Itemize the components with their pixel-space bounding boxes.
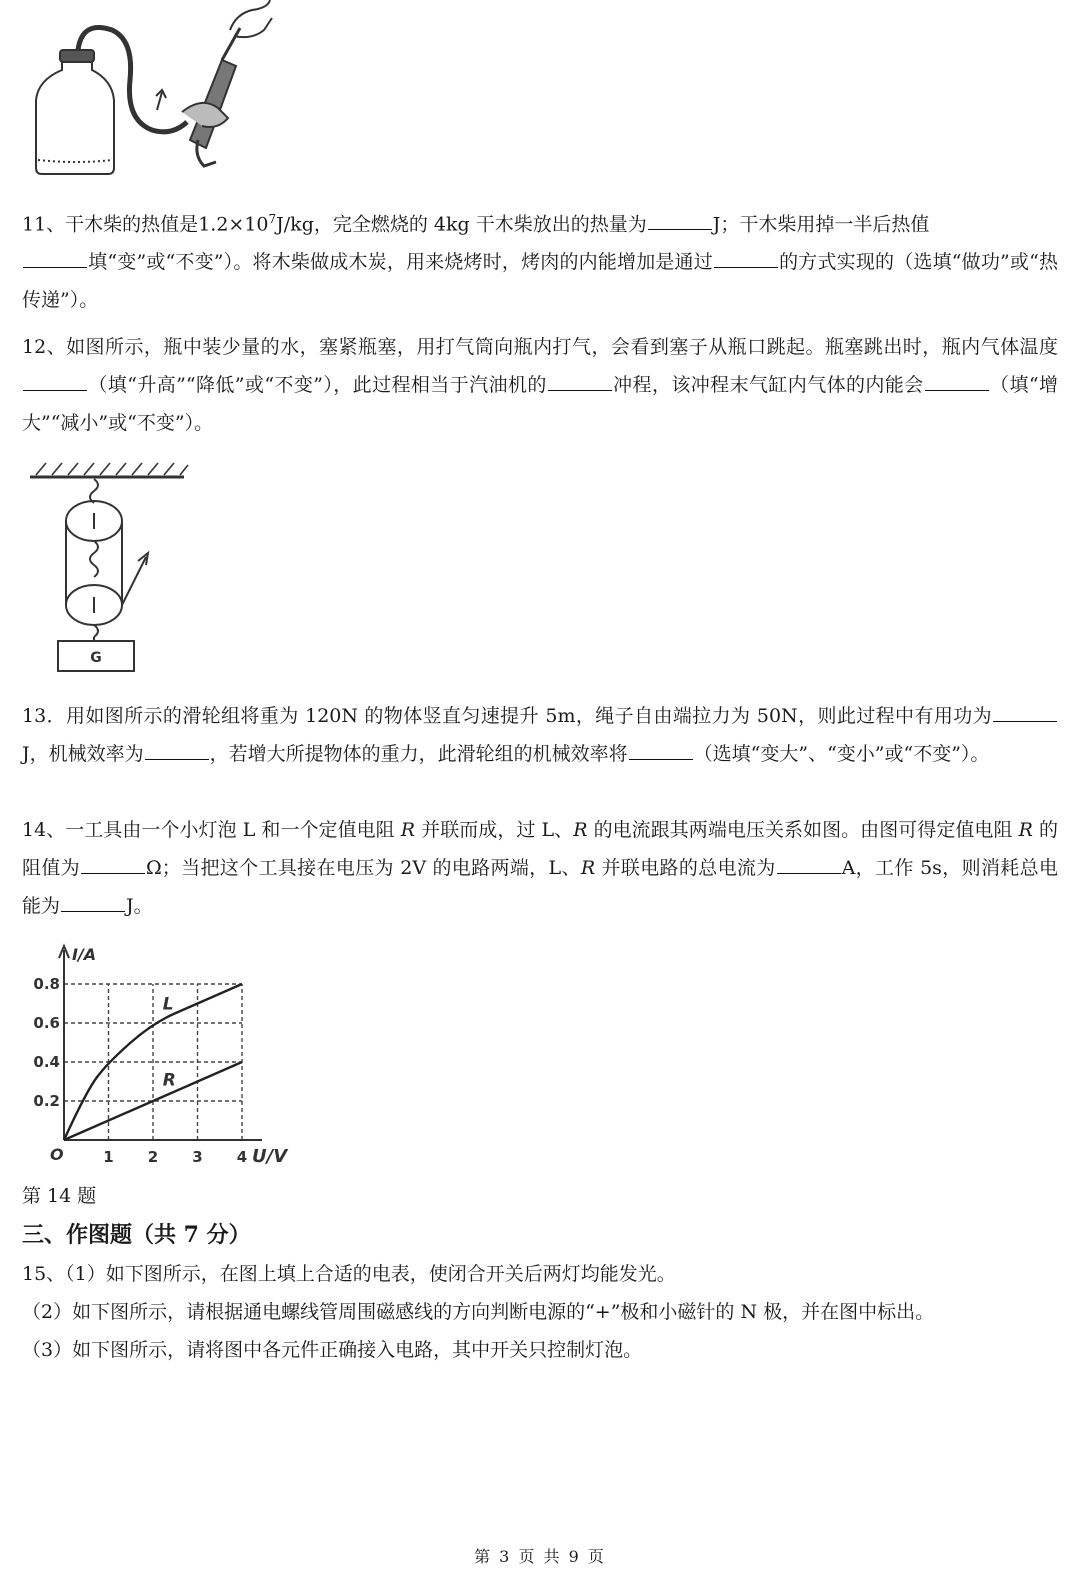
y-tick-label: 0.6 bbox=[33, 1014, 60, 1032]
q14-text-3: 的电流跟其两端电压关系如图。由图可得定值电阻 bbox=[587, 819, 1019, 841]
question-14 bbox=[22, 811, 1058, 925]
q11-heat-value: 1.2×10 bbox=[198, 213, 269, 236]
question-15-part-2: （2）如下图所示，请根据通电螺线管周围磁感线的方向判断电源的“+”极和小磁针的 N 极，并在图中标出。 bbox=[22, 1301, 935, 1323]
q12-text-2: （填“升高”“降低”或“不变”），此过程相当于汽油机的 bbox=[88, 374, 547, 396]
y-axis-label: I/A bbox=[72, 945, 97, 964]
answer-blank[interactable] bbox=[145, 758, 209, 760]
figure-caption: 第 14 题 bbox=[22, 1185, 97, 1207]
x-axis-label: U/V bbox=[252, 1146, 288, 1167]
weight-label: G bbox=[90, 650, 102, 666]
answer-blank[interactable] bbox=[23, 266, 87, 268]
q12-text-3: 冲程，该冲程末气缸内气体的内能会 bbox=[612, 374, 924, 396]
q14-text-7: A，工作 5s，则消耗总电能为 bbox=[22, 857, 1058, 917]
q13-text-2: J，机械效率为 bbox=[22, 743, 144, 765]
q14-text-5: Ω；当把这个工具接在电压为 2V 的电路两端，L、 bbox=[146, 857, 581, 879]
series-label-R: R bbox=[162, 1070, 176, 1091]
question-15-part-3: （3）如下图所示，请将图中各元件正确接入电路，其中开关只控制灯泡。 bbox=[22, 1339, 643, 1361]
x-tick-label: 2 bbox=[147, 1148, 159, 1166]
q11-unit: J/kg bbox=[276, 213, 314, 236]
question-11 bbox=[22, 200, 1058, 319]
series-label-L: L bbox=[162, 994, 174, 1015]
q12-text-1: 12、如图所示，瓶中装少量的水，塞紧瓶塞，用打气筒向瓶内打气，会看到塞子从瓶口跳起。瓶塞跳出时，瓶内气体温度 bbox=[22, 336, 1058, 358]
y-tick-label: 0.2 bbox=[33, 1092, 60, 1110]
answer-blank[interactable] bbox=[777, 872, 841, 874]
q14-resistor-symbol: R bbox=[573, 819, 588, 841]
answer-blank[interactable] bbox=[648, 228, 712, 230]
q14-resistor-symbol: R bbox=[1018, 819, 1033, 841]
q11-text-2: ，完全燃烧的 4kg 干木柴放出的热量为 bbox=[313, 213, 647, 236]
q14-resistor-symbol: R bbox=[580, 857, 596, 879]
chart-grid bbox=[64, 984, 242, 1140]
q11-exponent: 7 bbox=[268, 212, 277, 226]
x-tick-label: 3 bbox=[192, 1148, 203, 1166]
answer-blank[interactable] bbox=[714, 266, 778, 268]
answer-blank[interactable] bbox=[629, 758, 693, 760]
section-title: 三、作图题（共 7 分） bbox=[22, 1222, 251, 1248]
answer-blank[interactable] bbox=[61, 910, 125, 912]
q14-text-6: 并联电路的总电流为 bbox=[595, 857, 776, 879]
chart-axes bbox=[59, 946, 262, 1140]
y-tick-label: 0.8 bbox=[33, 975, 60, 993]
y-tick-label: 0.4 bbox=[33, 1053, 60, 1071]
q13-text-1: 13．用如图所示的滑轮组将重为 120N 的物体竖直匀速提升 5m，绳子自由端拉力为 50N，则此过程中有用功为 bbox=[22, 705, 992, 727]
q11-text-5: 的方式实现的（选填“做功”或“热传递”）。 bbox=[22, 251, 1058, 312]
question-15-part-1: 15、（1）如下图所示，在图上填上合适的电表，使闭合开关后两灯均能发光。 bbox=[22, 1263, 676, 1285]
q14-text-8: J。 bbox=[126, 895, 153, 917]
q14-resistor-symbol: R bbox=[400, 819, 416, 841]
q13-text-4: （选填“变大”、“变小”或“不变”）。 bbox=[693, 743, 990, 765]
bottle-pump-figure bbox=[22, 0, 282, 180]
x-tick-label: 4 bbox=[236, 1148, 248, 1166]
q14-text-1: 14、一工具由一个小灯泡 L 和一个定值电阻 bbox=[22, 819, 401, 841]
q11-text-3: J；干木柴用掉一半后热值 bbox=[712, 213, 930, 236]
question-13 bbox=[22, 697, 1058, 773]
answer-blank[interactable] bbox=[23, 389, 87, 391]
page-footer: 第 3 页 共 9 页 bbox=[474, 1547, 606, 1566]
q14-text-4: 的阻值为 bbox=[22, 819, 1058, 879]
question-12 bbox=[22, 328, 1058, 442]
q12-text-4: （填“增大”“减小”或“不变”）。 bbox=[22, 374, 1058, 434]
answer-blank[interactable] bbox=[81, 872, 145, 874]
answer-blank[interactable] bbox=[993, 720, 1057, 722]
iu-chart bbox=[22, 940, 312, 1170]
answer-blank[interactable] bbox=[925, 389, 989, 391]
q13-text-3: ，若增大所提物体的重力，此滑轮组的机械效率将 bbox=[209, 743, 628, 765]
pulley-figure bbox=[22, 455, 202, 675]
q11-text-4: 填“变”或“不变”）。将木柴做成木炭，用来烧烤时，烤肉的内能增加是通过 bbox=[88, 251, 713, 274]
q14-text-2: 并联而成，过 L、 bbox=[415, 819, 574, 841]
x-tick-label: 1 bbox=[103, 1148, 114, 1166]
chart-labels bbox=[33, 945, 289, 1167]
answer-blank[interactable] bbox=[548, 389, 612, 391]
origin-label: O bbox=[50, 1145, 64, 1164]
q11-text-1: 11、干木柴的热值是 bbox=[22, 213, 199, 236]
